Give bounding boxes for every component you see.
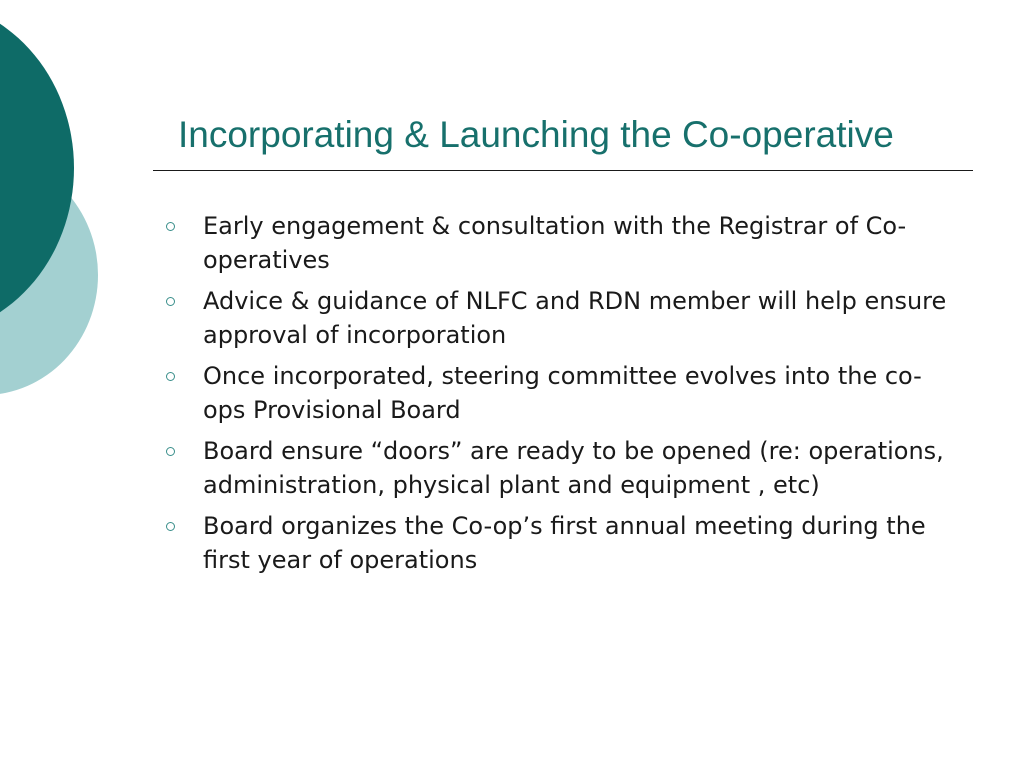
bullet-text: Early engagement & consultation with the Registrar of Co-operatives <box>203 212 907 274</box>
bullet-text: Once incorporated, steering committee evolves into the co-ops Provisional Board <box>203 362 922 424</box>
bullet-text: Board ensure “doors” are ready to be opened (re: operations, administration, physical plant and equipment , etc) <box>203 437 944 499</box>
bullet-item <box>160 284 950 352</box>
hollow-circle-icon <box>166 447 175 456</box>
hollow-circle-icon <box>166 222 175 231</box>
bullet-item <box>160 509 950 577</box>
hollow-circle-icon <box>166 522 175 531</box>
bullet-item <box>160 209 950 277</box>
bullet-item <box>160 434 950 502</box>
title-divider <box>153 170 973 171</box>
bullet-list <box>160 209 950 584</box>
hollow-circle-icon <box>166 372 175 381</box>
bullet-text: Advice & guidance of NLFC and RDN member will help ensure approval of incorporation <box>203 287 947 349</box>
hollow-circle-icon <box>166 297 175 306</box>
bullet-text: Board organizes the Co-op’s first annual meeting during the first year of operations <box>203 512 926 574</box>
slide-title: Incorporating & Launching the Co-operative <box>178 114 894 155</box>
bullet-item <box>160 359 950 427</box>
